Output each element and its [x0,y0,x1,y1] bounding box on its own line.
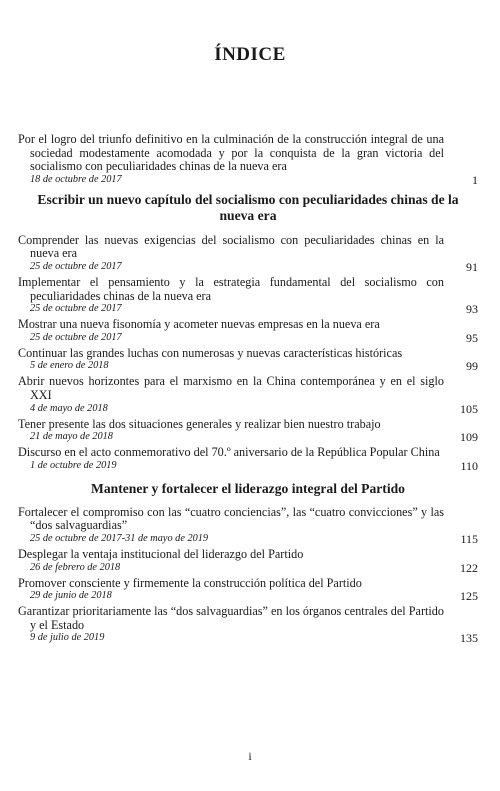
entry-date: 18 de octubre de 2017 [30,173,122,185]
entry-title: Continuar las grandes luchas con numerosas y nuevas características históricas [18,345,403,360]
entry-title: Tener presente las dos situaciones generales y realizar bien nuestro trabajo [18,416,381,431]
entry-page-number: 135 [460,631,478,646]
section-heading: Escribir un nuevo capítulo del socialismo con peculiaridades chinas de la nueva era [37,191,459,223]
entry-date: 25 de octubre de 2017 [30,303,122,315]
page-folio: i [248,749,252,763]
entry-date: 29 de junio de 2018 [30,590,112,602]
entry-title: Promover consciente y firmemente la construcción política del Partido [18,575,362,590]
toc-entry [18,234,478,273]
entry-date: 25 de octubre de 2017 [30,260,122,272]
toc-entry [18,506,478,545]
entry-title: Desplegar la ventaja institucional del liderazgo del Partido [18,546,304,561]
entry-page-number: 93 [466,302,478,317]
entry-date: 5 de enero de 2018 [30,360,109,372]
toc-entry [18,577,478,603]
entry-page-number: 125 [460,589,478,604]
toc-entry [18,605,478,644]
entry-date: 25 de octubre de 2017 [30,331,122,343]
toc-entry [18,446,478,472]
toc-entry [18,133,478,186]
entry-title: Comprender las nuevas exigencias del socialismo con peculiaridades chinas en la nueva era [18,232,444,261]
entry-page-number: 109 [460,430,478,445]
entry-page-number: 95 [466,330,478,345]
table-of-contents [18,133,478,647]
section-heading: Mantener y fortalecer el liderazgo integral del Partido [91,480,405,496]
toc-entry [18,347,478,373]
entry-title: Discurso en el acto conmemorativo del 70.º aniversario de la República Popular China [18,445,440,460]
entry-title: Garantizar prioritariamente las “dos salvaguardias” en los órganos centrales del Partido y el Estado [18,604,444,632]
entry-title: Mostrar una nueva fisonomía y acometer nuevas empresas en la nueva era [18,317,380,332]
entry-page-number: 122 [460,560,478,575]
entry-date: 25 de octubre de 2017-31 de mayo de 2019 [30,532,209,544]
toc-entry [18,375,478,414]
entry-page-number: 105 [460,401,478,416]
page-title: ÍNDICE [214,44,286,65]
entry-page-number: 1 [472,172,478,187]
entry-date: 9 de julio de 2019 [30,632,105,644]
toc-entry [18,548,478,574]
entry-date: 21 de mayo de 2018 [30,431,113,443]
entry-page-number: 110 [460,458,478,473]
toc-entry [18,418,478,444]
entry-title: Fortalecer el compromiso con las “cuatro conciencias”, las “cuatro convicciones” y las “dos salvaguardias” [18,504,444,533]
entry-title: Abrir nuevos horizontes para el marxismo en la China contemporánea y en el siglo XXI [18,374,444,402]
entry-page-number: 99 [466,359,478,374]
entry-date: 4 de mayo de 2018 [30,402,108,414]
entry-title: Implementar el pensamiento y la estrategia fundamental del socialismo con peculiaridades chinas de la nueva era [18,274,444,303]
entry-page-number: 115 [460,531,478,546]
entry-date: 1 de octubre de 2019 [30,459,117,471]
entry-date: 26 de febrero de 2018 [30,561,121,573]
entry-title: Por el logro del triunfo definitivo en la culminación de la construcción integral de una sociedad modestamente acomodada y por la conquista de la gran victoria del socialismo con peculiaridades chinas de la nueva era [18,132,444,174]
toc-entry [18,276,478,315]
entry-page-number: 91 [466,259,478,274]
toc-entry [18,318,478,344]
